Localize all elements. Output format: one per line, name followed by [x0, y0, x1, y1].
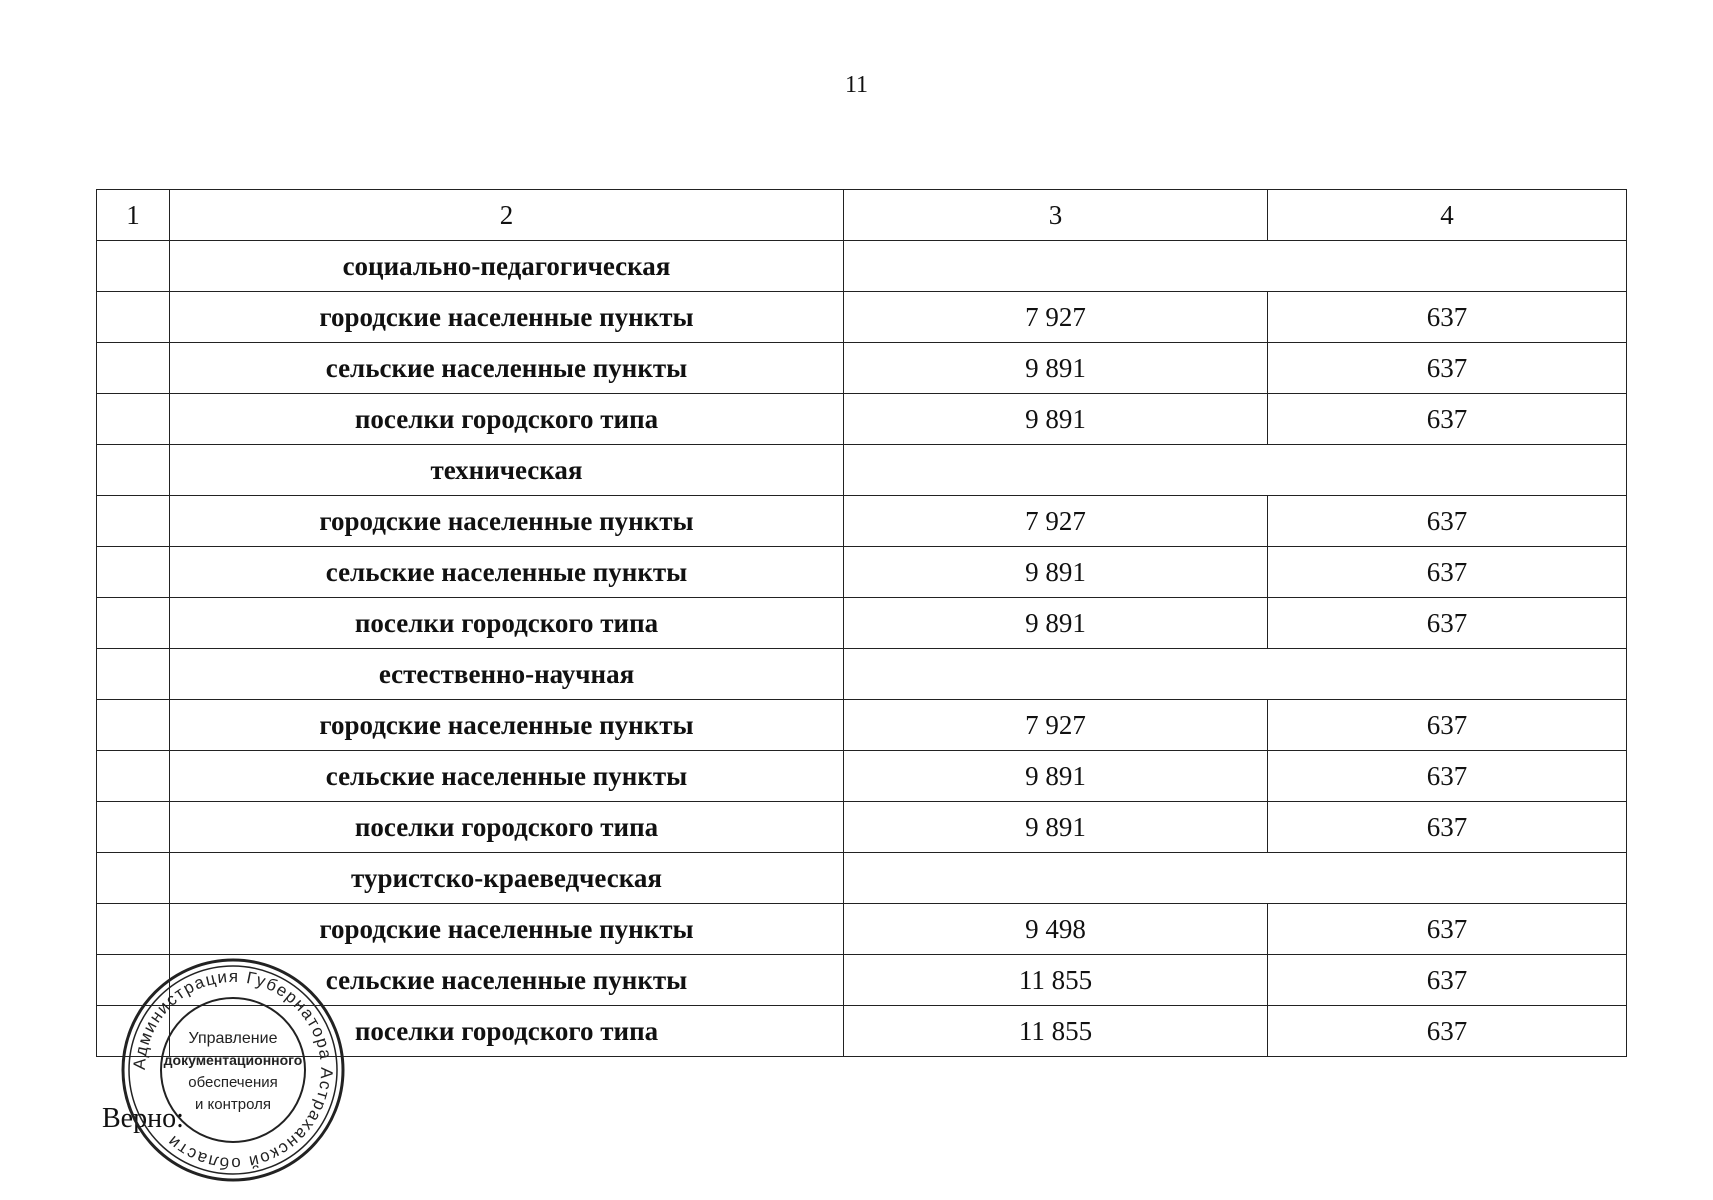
table-header-row — [97, 190, 1627, 241]
value-col3-cell: 7 927 — [844, 496, 1268, 547]
table-row — [97, 547, 1627, 598]
value-col4-cell: 637 — [1268, 598, 1627, 649]
category-empty-cell — [844, 853, 1627, 904]
table-row — [97, 292, 1627, 343]
value-col3-cell: 9 891 — [844, 802, 1268, 853]
table-category-row — [97, 241, 1627, 292]
table-row — [97, 802, 1627, 853]
header-cell-2: 2 — [170, 190, 844, 241]
row-number-cell — [97, 700, 170, 751]
row-number-cell — [97, 802, 170, 853]
stamp-ring-text: Администрация Губернатора Астраханской области — [129, 966, 337, 1174]
row-number-cell — [97, 394, 170, 445]
stamp-center-line-2: документационного — [163, 1052, 303, 1068]
row-number-cell — [97, 853, 170, 904]
category-name-cell: естественно-научная — [170, 649, 844, 700]
certified-label: Верно: — [102, 1103, 184, 1134]
table-category-row — [97, 853, 1627, 904]
header-cell-3: 3 — [844, 190, 1268, 241]
category-empty-cell — [844, 445, 1627, 496]
row-number-cell — [97, 598, 170, 649]
value-col4-cell: 637 — [1268, 547, 1627, 598]
table-row — [97, 751, 1627, 802]
table-row — [97, 343, 1627, 394]
value-col3-cell: 9 498 — [844, 904, 1268, 955]
value-col3-cell: 7 927 — [844, 292, 1268, 343]
settlement-type-cell: поселки городского типа — [170, 598, 844, 649]
table-category-row — [97, 445, 1627, 496]
page-number: 11 — [844, 72, 869, 98]
value-col4-cell: 637 — [1268, 496, 1627, 547]
value-col3-cell: 9 891 — [844, 598, 1268, 649]
table-category-row — [97, 649, 1627, 700]
row-number-cell — [97, 292, 170, 343]
row-number-cell — [97, 751, 170, 802]
settlement-type-cell: городские населенные пункты — [170, 904, 844, 955]
value-col3-cell: 9 891 — [844, 751, 1268, 802]
value-col3-cell: 9 891 — [844, 394, 1268, 445]
value-col3-cell: 11 855 — [844, 955, 1268, 1006]
value-col3-cell: 11 855 — [844, 1006, 1268, 1057]
settlement-type-cell: сельские населенные пункты — [170, 955, 844, 1006]
row-number-cell — [97, 241, 170, 292]
category-name-cell: социально-педагогическая — [170, 241, 844, 292]
row-number-cell — [97, 343, 170, 394]
value-col4-cell: 637 — [1268, 700, 1627, 751]
value-col4-cell: 637 — [1268, 751, 1627, 802]
stamp-center-line-4: и контроля — [194, 1096, 272, 1113]
category-name-cell: техническая — [170, 445, 844, 496]
row-number-cell — [97, 445, 170, 496]
data-table — [96, 189, 1627, 1057]
table-row — [97, 700, 1627, 751]
official-seal-stamp — [118, 955, 348, 1185]
value-col3-cell: 7 927 — [844, 700, 1268, 751]
table-row — [97, 598, 1627, 649]
row-number-cell — [97, 904, 170, 955]
table-row — [97, 904, 1627, 955]
settlement-type-cell: поселки городского типа — [170, 802, 844, 853]
settlement-type-cell: поселки городского типа — [170, 1006, 844, 1057]
value-col4-cell: 637 — [1268, 904, 1627, 955]
value-col3-cell: 9 891 — [844, 547, 1268, 598]
settlement-type-cell: сельские населенные пункты — [170, 751, 844, 802]
stamp-center-line-1: Управление — [188, 1030, 278, 1047]
settlement-type-cell: сельские населенные пункты — [170, 547, 844, 598]
value-col4-cell: 637 — [1268, 394, 1627, 445]
table-row — [97, 394, 1627, 445]
row-number-cell — [97, 496, 170, 547]
value-col3-cell: 9 891 — [844, 343, 1268, 394]
settlement-type-cell: городские населенные пункты — [170, 496, 844, 547]
category-name-cell: туристско-краеведческая — [170, 853, 844, 904]
settlement-type-cell: городские населенные пункты — [170, 700, 844, 751]
value-col4-cell: 637 — [1268, 292, 1627, 343]
value-col4-cell: 637 — [1268, 955, 1627, 1006]
row-number-cell — [97, 649, 170, 700]
row-number-cell — [97, 547, 170, 598]
header-cell-1: 1 — [97, 190, 170, 241]
table-row — [97, 496, 1627, 547]
header-cell-4: 4 — [1268, 190, 1627, 241]
value-col4-cell: 637 — [1268, 802, 1627, 853]
settlement-type-cell: городские населенные пункты — [170, 292, 844, 343]
stamp-center-line-3: обеспечения — [188, 1074, 278, 1091]
settlement-type-cell: поселки городского типа — [170, 394, 844, 445]
table-body — [97, 190, 1627, 1057]
value-col4-cell: 637 — [1268, 343, 1627, 394]
settlement-type-cell: сельские населенные пункты — [170, 343, 844, 394]
category-empty-cell — [844, 241, 1627, 292]
category-empty-cell — [844, 649, 1627, 700]
value-col4-cell: 637 — [1268, 1006, 1627, 1057]
